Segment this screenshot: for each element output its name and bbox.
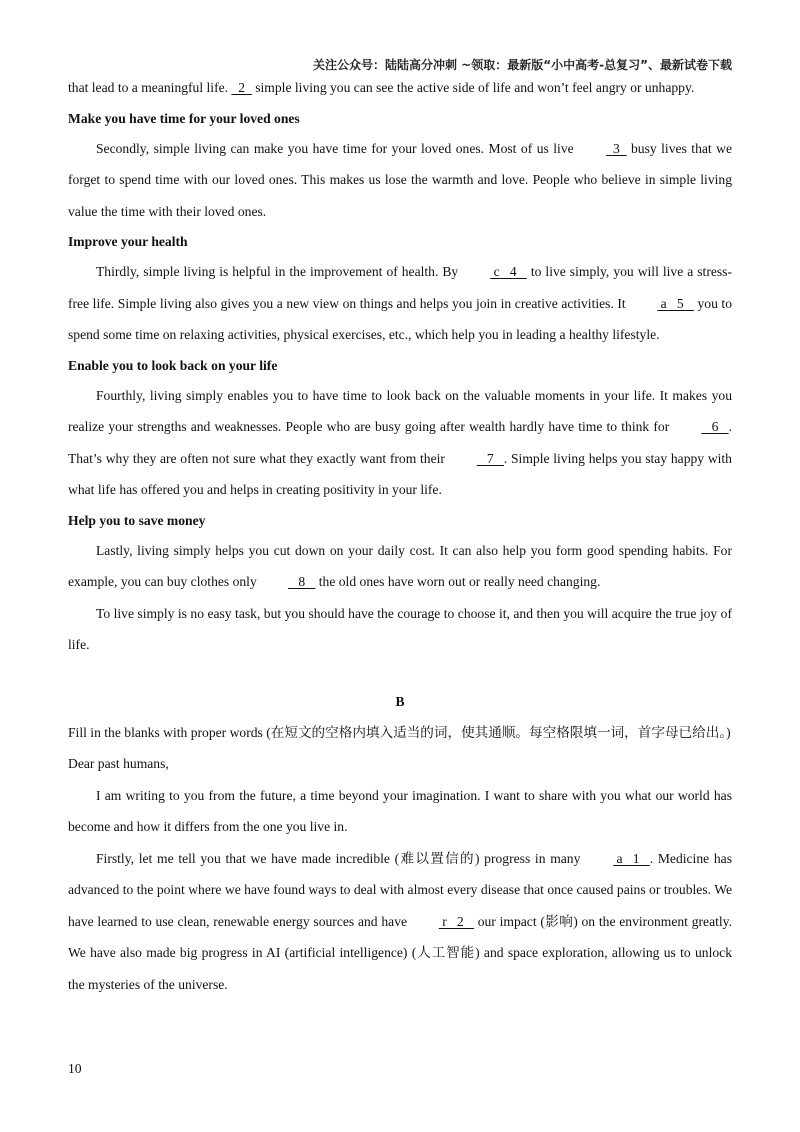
paragraph-intro-end: that lead to a meaningful life. 2 simple living you can see the active side of life and won’t feel angry or unhappy. bbox=[68, 72, 732, 104]
section-title-b: B bbox=[395, 693, 405, 709]
page-header: 关注公众号：陆陆高分冲刺 ~领取：最新版“小中高考-总复习”、最新试卷下载 bbox=[313, 58, 732, 72]
paragraph-fourthly: Fourthly, living simply enables you to have time to look back on the valuable moments in your life. It makes you realize your strengths and weaknesses. People who are busy going after wealth hardly have time to think for 6 . That’s why they are often not sure what they exactly want from their 7 . Simple living helps you stay happy with what life has offered you and helps in creating positivity in your life. bbox=[68, 387, 732, 497]
paragraph-letter-intro: I am writing to you from the future, a time beyond your imagination. I want to share with you what our world has become and how it differs from the one you live in. bbox=[68, 787, 732, 834]
blank-3[interactable]: 3 bbox=[606, 140, 627, 156]
blank-2[interactable]: 2 bbox=[231, 80, 252, 95]
paragraph-firstly: Firstly, let me tell you that we have made incredible (难以置信的) progress in many a 1 . Medicine has advanced to the point where we have found ways to deal with almost every disease that once caused pains or troubles. We have learned to use clean, renewable energy sources and have r 2 our impact (影响) on the environment greatly. We have also made big progress in AI (artificial intelligence) (人工智能) and space exploration, allowing us to unlock the mysteries of the universe. bbox=[68, 843, 732, 1001]
instructions: Fill in the blanks with proper words (在短文的空格内填入适当的词，使其通顺。每空格限填一词，首字母已给出。) bbox=[68, 724, 731, 740]
blank-5[interactable]: a 5 bbox=[657, 295, 694, 311]
paragraph-thirdly: Thirdly, simple living is helpful in the improvement of health. By c 4 to live simply, you will live a stress-free life. Simple living also gives you a new view on things and helps you join in creative activities. It a 5 you to spend some time on relaxing activities, physical exercises, etc., which help you in leading a healthy lifestyle. bbox=[68, 256, 732, 351]
paragraph-secondly: Secondly, simple living can make you have time for your loved ones. Most of us live 3 busy lives that we forget to spend time with our loved ones. This makes us lose the warmth and love. People who believe in simple living value the time with their loved ones. bbox=[68, 133, 732, 228]
blank-4[interactable]: c 4 bbox=[490, 264, 527, 279]
page-number: 10 bbox=[68, 1061, 82, 1076]
blank-7[interactable]: 7 bbox=[476, 450, 504, 466]
document-body bbox=[68, 72, 732, 1000]
heading-health: Improve your health bbox=[68, 234, 188, 249]
heading-loved-ones: Make you have time for your loved ones bbox=[68, 110, 300, 126]
paragraph-conclusion: To live simply is no easy task, but you should have the courage to choose it, and then you will acquire the true joy of life. bbox=[68, 605, 732, 652]
blank-8[interactable]: 8 bbox=[288, 574, 316, 589]
paragraph-lastly: Lastly, living simply helps you cut down on your daily cost. It can also help you form good spending habits. For example, you can buy clothes only 8 the old ones have worn out or really need changing. bbox=[68, 535, 732, 598]
heading-save-money: Help you to save money bbox=[68, 512, 206, 528]
salutation: Dear past humans, bbox=[68, 756, 169, 771]
blank-b2[interactable]: r 2 bbox=[438, 913, 474, 929]
blank-6[interactable]: 6 bbox=[701, 419, 729, 434]
blank-b1[interactable]: a 1 bbox=[613, 850, 650, 866]
heading-look-back: Enable you to look back on your life bbox=[68, 357, 278, 373]
